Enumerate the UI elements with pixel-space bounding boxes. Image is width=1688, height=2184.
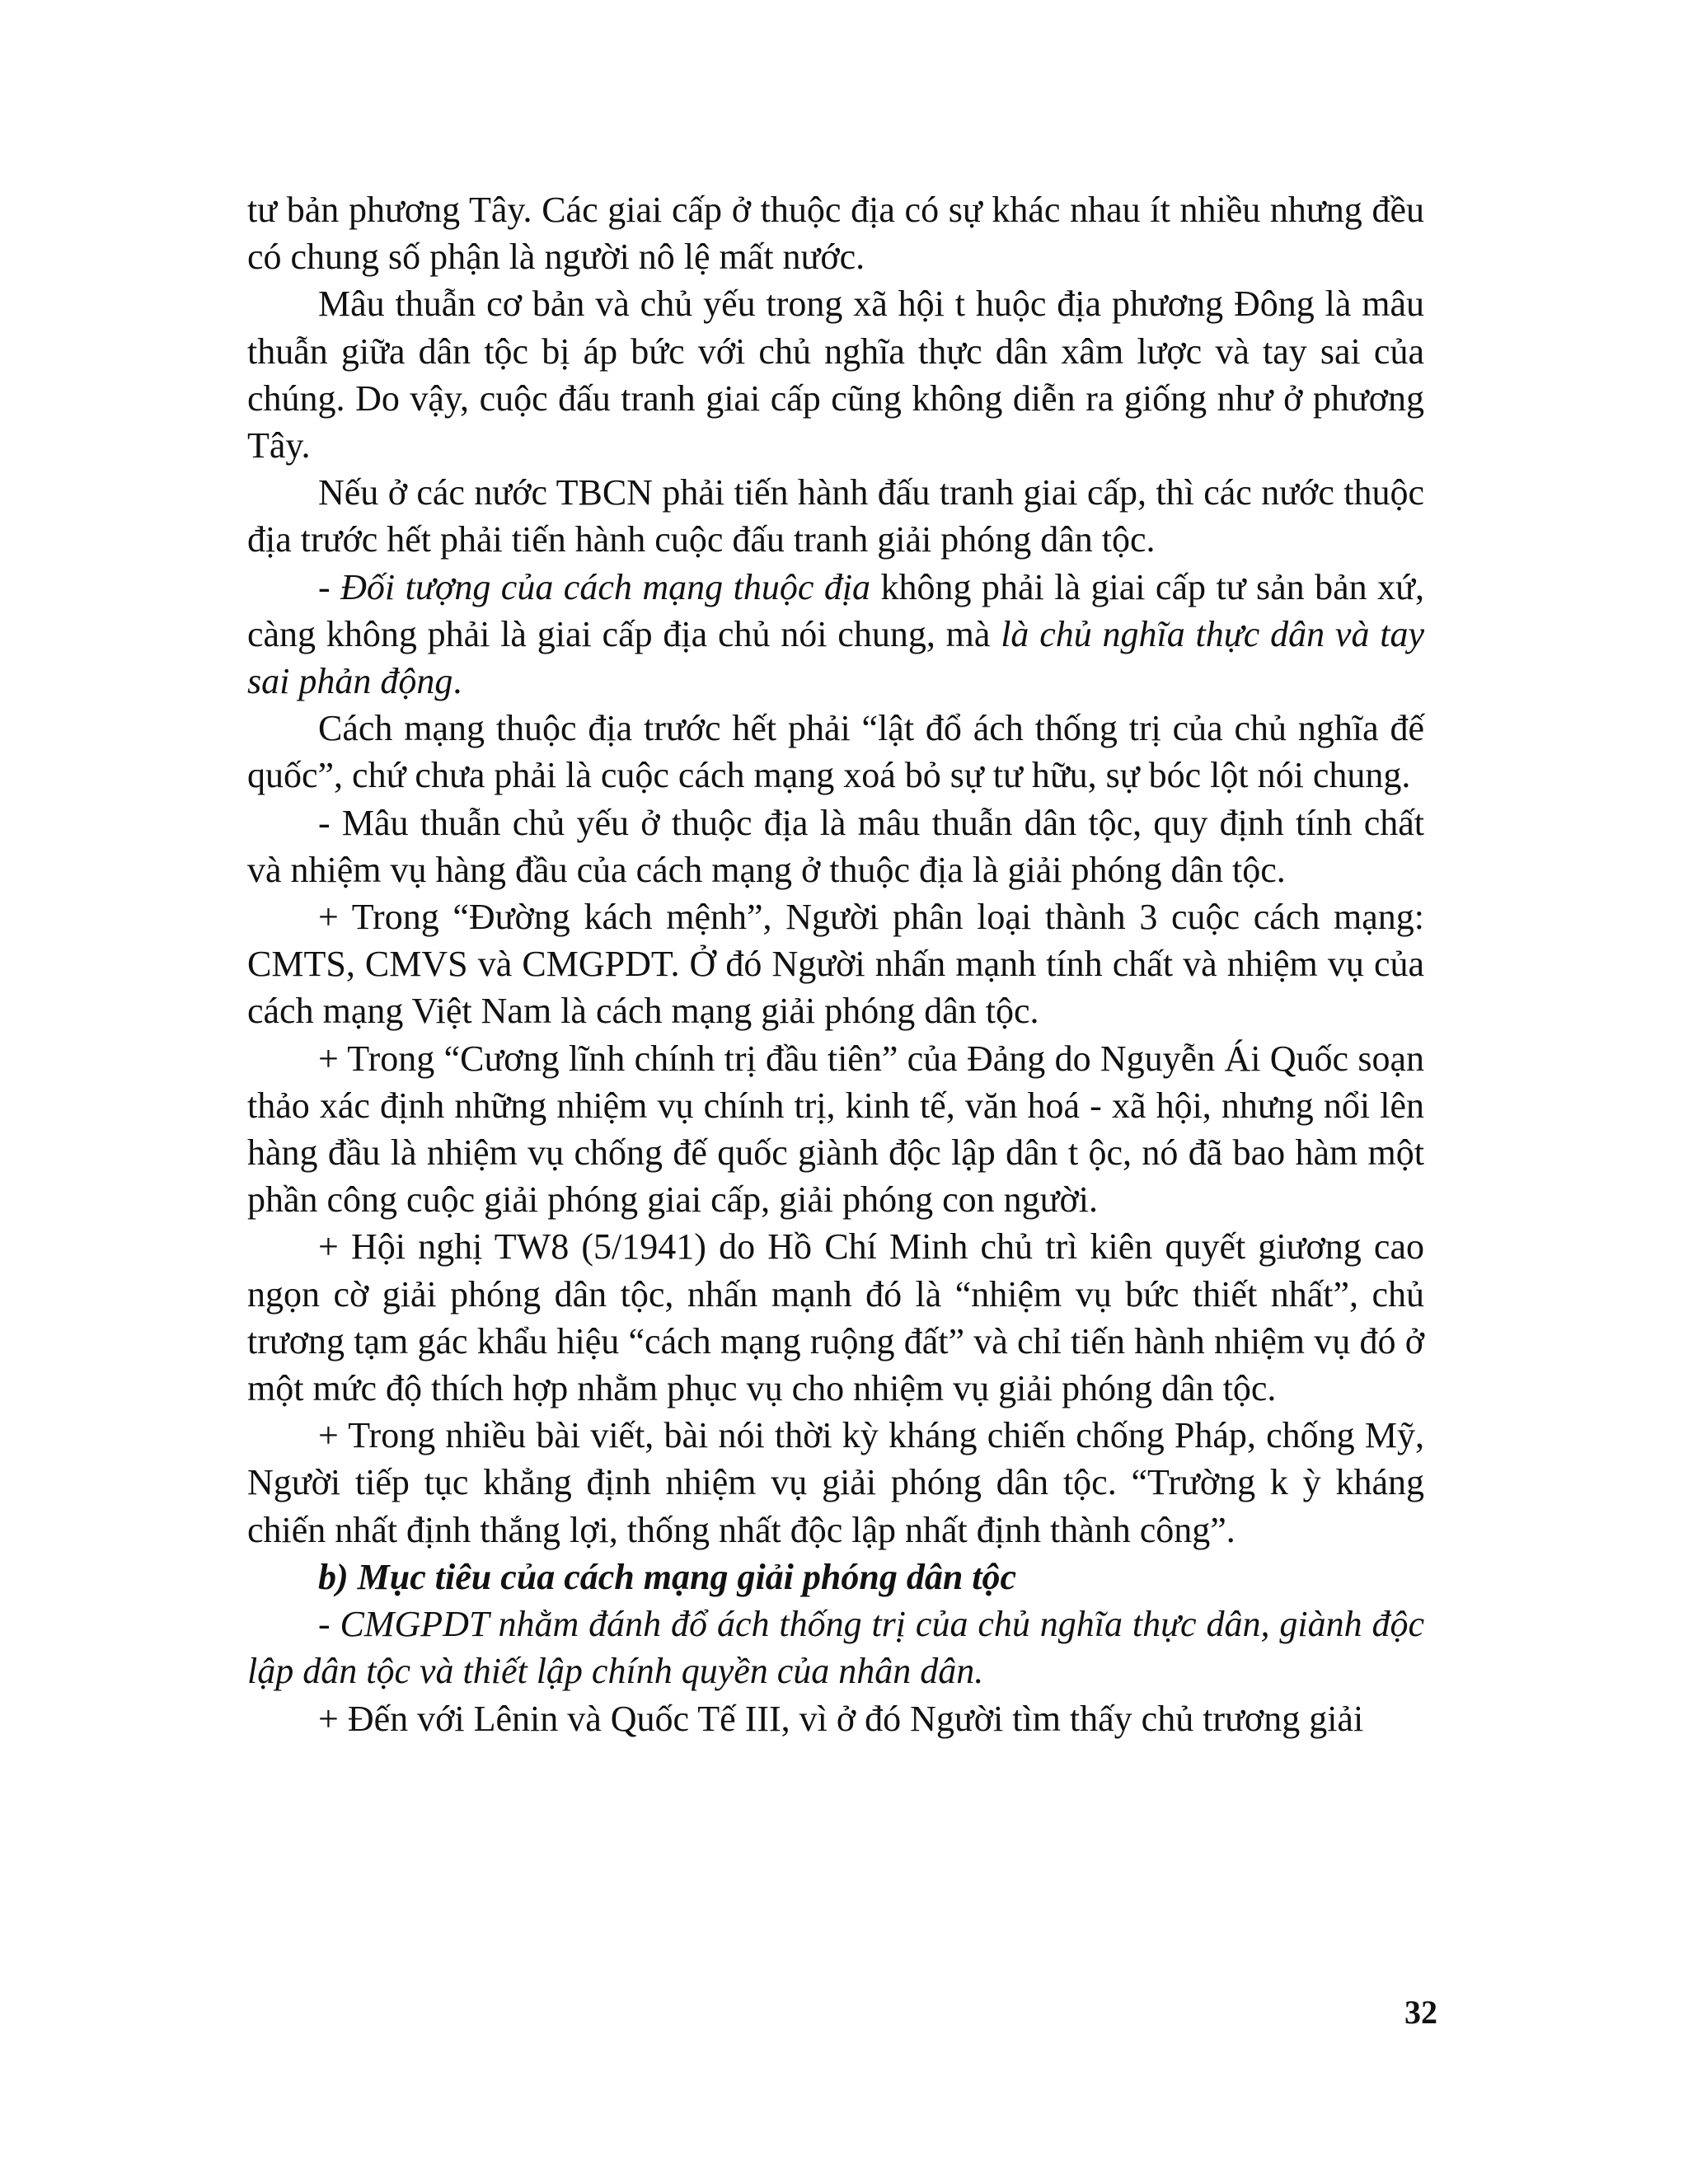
text-run: Nếu ở các nước TBCN phải tiến hành đấu tranh giai cấp, thì các nước thuộc địa trước hết phải tiến hành cuộc đấu tranh giải phóng dân tộc. xyxy=(247,472,1424,560)
document-page xyxy=(247,186,1424,1742)
paragraph-2 xyxy=(247,280,1424,469)
paragraph-10 xyxy=(247,1412,1424,1554)
paragraph-6 xyxy=(247,799,1424,893)
section-heading-text: b) Mục tiêu của cách mạng giải phóng dân tộc xyxy=(318,1556,1017,1597)
text-run: + Đến với Lênin và Quốc Tế III, vì ở đó Người tìm thấy chủ trương giải xyxy=(318,1698,1364,1739)
paragraph-5 xyxy=(247,705,1424,799)
page-number: 32 xyxy=(1404,1994,1437,2031)
paragraph-4 xyxy=(247,564,1424,705)
section-heading xyxy=(247,1554,1424,1601)
paragraph-7 xyxy=(247,893,1424,1035)
paragraph-12 xyxy=(247,1601,1424,1694)
text-run: tư bản phương Tây. Các giai cấp ở thuộc địa có sự khác nhau ít nhiều nhưng đều có chung số phận là người nô lệ mất nước. xyxy=(247,190,1424,278)
paragraph-3 xyxy=(247,469,1424,563)
text-run: - Mâu thuẫn chủ yếu ở thuộc địa là mâu thuẫn dân tộc, quy định tính chất và nhiệm vụ hàng đầu của cách mạng ở thuộc địa là giải phóng dân tộc. xyxy=(247,802,1424,890)
text-run: + Hội nghị TW8 (5/1941) do Hồ Chí Minh chủ trì kiên quyết giương cao ngọn cờ giải phóng dân tộc, nhấn mạnh đó là “nhiệm vụ bức thiết nhất”, chủ trương tạm gác khẩu hiệu “cách mạng ruộng đất” và chỉ tiến hành nhiệm vụ đó ở một mức độ thích hợp nhằm phục vụ cho nhiệm vụ giải phóng dân tộc. xyxy=(247,1226,1424,1409)
text-run: không phải là giai cấp tư sản bản xứ, càng không phải là giai cấp địa chủ nói chung, mà xyxy=(247,566,1425,654)
paragraph-9 xyxy=(247,1223,1424,1412)
italic-text-run: Đối tượng của cách mạng thuộc địa xyxy=(340,566,871,607)
text-run: + Trong “Đường kách mệnh”, Người phân loại thành 3 cuộc cách mạng: CMTS, CMVS và CMGPDT. Ở đó Người nhấn mạnh tính chất và nhiệm vụ của cách mạng Việt Nam là cách mạng giải phóng dân tộc. xyxy=(247,897,1424,1032)
text-run: + Trong nhiều bài viết, bài nói thời kỳ kháng chiến chống Pháp, chống Mỹ, Người tiếp tục khẳng định nhiệm vụ giải phóng dân tộc. “Trường k ỳ kháng chiến nhất định thắng lợi, thống nhất độc lập nhất định thành công”. xyxy=(247,1415,1424,1550)
text-run: Mâu thuẫn cơ bản và chủ yếu trong xã hội t huộc địa phương Đông là mâu thuẫn giữa dân tộc bị áp bức với chủ nghĩa thực dân xâm lược và tay sai của chúng. Do vậy, cuộc đấu tranh giai cấp cũng không diễn ra giống như ở phương Tây. xyxy=(247,284,1424,466)
italic-text-run: - CMGPDT nhằm đánh đổ ách thống trị của chủ nghĩa thực dân, giành độc lập dân tộc và thiết lập chính quyền của nhân dân. xyxy=(247,1604,1424,1692)
paragraph-1 xyxy=(247,186,1424,280)
text-run: + Trong “Cương lĩnh chính trị đầu tiên” của Đảng do Nguyễn Ái Quốc soạn thảo xác định những nhiệm vụ chính trị, kinh tế, văn hoá - xã hội, nhưng nổi lên hàng đầu là nhiệm vụ chống đế quốc giành độc lập dân t ộc, nó đã bao hàm một phần công cuộc giải phóng giai cấp, giải phóng con người. xyxy=(247,1038,1424,1221)
italic-text-run: là chủ nghĩa thực dân và tay sai phản động xyxy=(247,613,1424,702)
paragraph-8 xyxy=(247,1035,1424,1224)
text-run: . xyxy=(452,661,462,702)
text-run: Cách mạng thuộc địa trước hết phải “lật đổ ách thống trị của chủ nghĩa đế quốc”, chứ chưa phải là cuộc cách mạng xoá bỏ sự tư hữu, sự bóc lột nói chung. xyxy=(247,708,1424,796)
text-run: - xyxy=(318,566,341,607)
paragraph-13 xyxy=(247,1695,1424,1742)
